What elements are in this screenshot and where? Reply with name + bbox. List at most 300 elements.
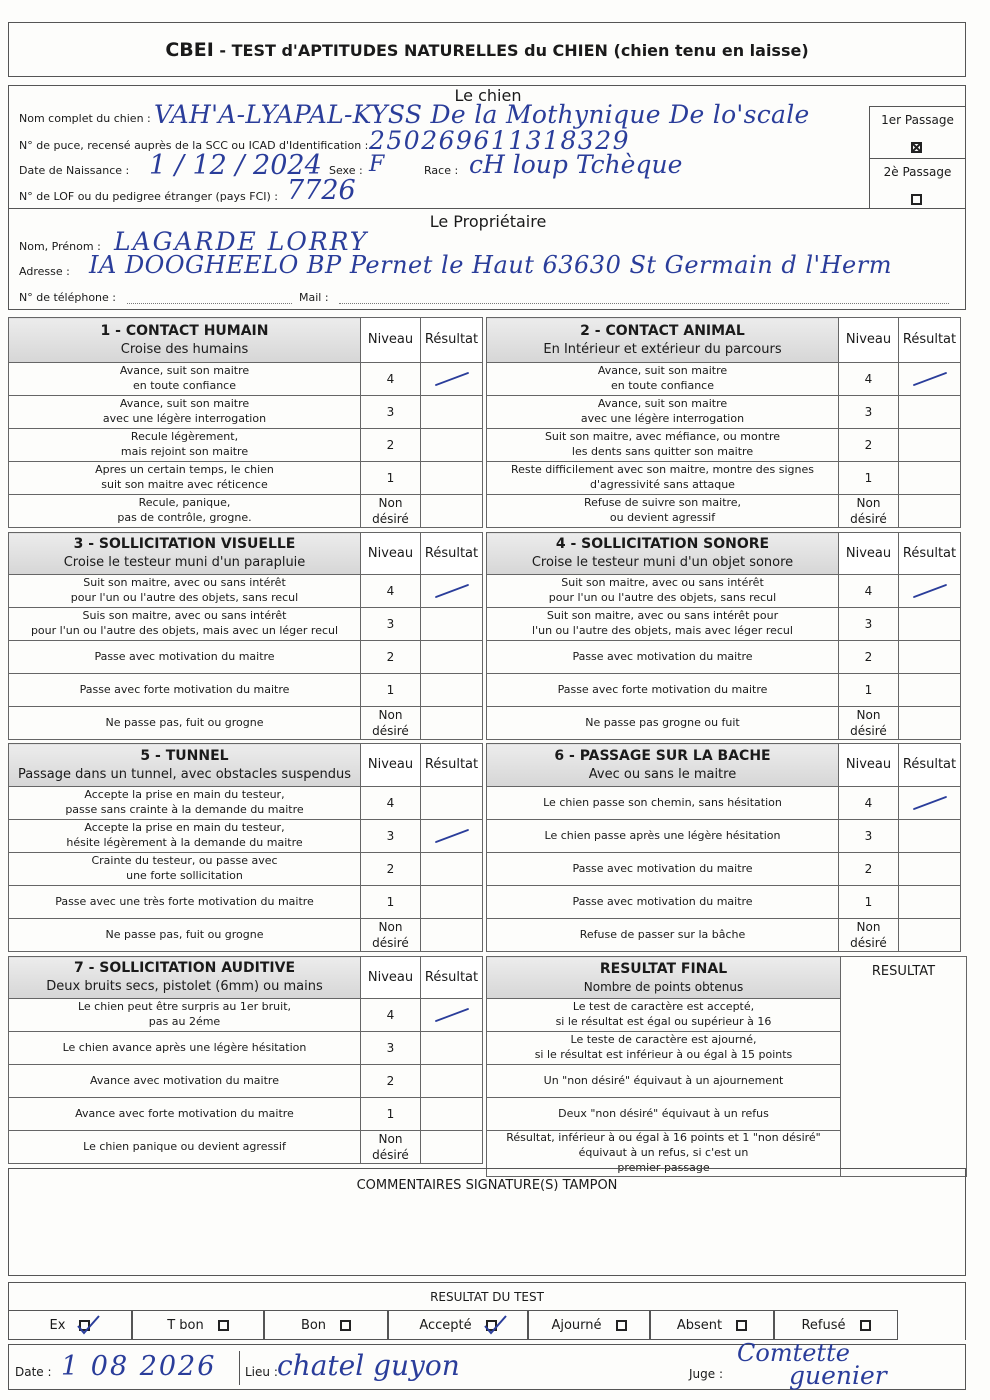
criterion-text	[487, 429, 839, 462]
rule-row	[487, 1065, 841, 1098]
criterion-label: Accepte la prise en main du testeur, hésite légèrement à la demande du maitre	[66, 821, 303, 849]
criterion-label: Le chien avance après une légère hésitation	[62, 1040, 307, 1054]
niveau-value: 1	[864, 470, 873, 485]
criterion-text	[487, 462, 839, 495]
resultat-cell[interactable]	[421, 1065, 483, 1098]
lieu-label: Lieu :	[245, 1365, 278, 1379]
section-4-table	[486, 532, 961, 740]
resultat-cell[interactable]	[899, 707, 961, 740]
first-passage-label: 1er Passage	[881, 113, 954, 127]
niveau-value: Non désiré	[850, 920, 887, 951]
juge-value-line2[interactable]: guenier	[789, 1361, 887, 1390]
second-passage-label: 2è Passage	[883, 165, 952, 179]
resultat-cell[interactable]	[421, 999, 483, 1032]
checkmark-icon	[423, 827, 480, 845]
resultat-cell[interactable]	[421, 820, 483, 853]
resultat-cell[interactable]	[899, 429, 961, 462]
resultat-header: Résultat	[899, 533, 961, 575]
niveau-cell	[839, 674, 899, 707]
resultat-cell[interactable]	[421, 674, 483, 707]
section-subtitle: En Intérieur et extérieur du parcours	[543, 341, 782, 357]
rule-row	[487, 1098, 841, 1131]
section-subtitle: Croise le testeur muni d'un parapluie	[63, 555, 306, 571]
address-value[interactable]: IA DOOGHEELO BP Pernet le Haut 63630 St Germain d l'Herm	[89, 251, 892, 279]
resultat-header: Résultat	[421, 318, 483, 363]
criterion-text	[487, 886, 839, 919]
resultat-cell[interactable]	[899, 462, 961, 495]
niveau-cell	[361, 787, 421, 820]
criterion-label: Avance, suit son maitre avec une légère interrogation	[580, 397, 745, 425]
sexe-label: Sexe :	[329, 164, 363, 177]
section-2-table	[486, 317, 961, 528]
criterion-label: Le chien panique ou devient agressif	[83, 1139, 286, 1153]
puce-value[interactable]: 250269611318329	[369, 126, 631, 155]
section-7-table	[8, 956, 483, 1164]
section-title: 6 - PASSAGE SUR LA BACHE	[554, 747, 771, 764]
footer-box	[8, 1339, 966, 1390]
criterion-text	[9, 1032, 361, 1065]
niveau-header: Niveau	[361, 318, 421, 363]
niveau-cell	[839, 820, 899, 853]
section-title: 5 - TUNNEL	[140, 747, 229, 764]
niveau-value: 1	[386, 894, 395, 909]
juge-value-line1[interactable]: Comtette	[737, 1339, 850, 1367]
section-3-table	[8, 532, 483, 740]
criterion-label: Avance avec forte motivation du maitre	[75, 1106, 294, 1120]
criterion-text	[9, 674, 361, 707]
niveau-cell	[839, 853, 899, 886]
niveau-value: 4	[864, 583, 873, 598]
niveau-value: 3	[386, 828, 395, 843]
checkmark-icon	[901, 794, 958, 812]
result-option-bon[interactable]	[264, 1310, 388, 1340]
rule-text: Le teste de caractère est ajourné, si le résultat est inférieur à ou égal à 15 points	[534, 1033, 793, 1061]
niveau-cell	[361, 707, 421, 740]
niveau-cell	[839, 429, 899, 462]
niveau-value: 4	[864, 371, 873, 386]
resultat-cell[interactable]	[421, 641, 483, 674]
resultat-cell[interactable]	[421, 853, 483, 886]
resultat-cell[interactable]	[421, 429, 483, 462]
dob-value[interactable]: 1 / 12 / 2024	[149, 150, 322, 181]
criterion-text	[487, 396, 839, 429]
niveau-cell	[361, 853, 421, 886]
criterion-label: Suit son maitre, avec ou sans intérêt pour l'un ou l'autre des objets, sans recul	[548, 576, 777, 604]
criterion-text	[487, 363, 839, 396]
dob-label: Date de Naissance :	[19, 164, 130, 177]
niveau-header: Niveau	[361, 744, 421, 787]
niveau-value: 2	[386, 649, 395, 664]
resultat-cell[interactable]	[421, 363, 483, 396]
title-text: - TEST d'APTITUDES NATURELLES du CHIEN (chien tenu en laisse)	[213, 40, 809, 60]
resultat-final-col-label: RESULTAT	[871, 964, 936, 979]
criterion-text	[9, 641, 361, 674]
resultat-cell[interactable]	[421, 787, 483, 820]
resultat-cell[interactable]	[899, 495, 961, 528]
criterion-text	[9, 575, 361, 608]
niveau-cell	[361, 820, 421, 853]
owner-name-value[interactable]: LAGARDE LORRY	[114, 227, 369, 256]
section-header	[9, 533, 361, 575]
niveau-value: Non désiré	[850, 496, 887, 527]
rule-text: Résultat, inférieur à ou égal à 16 points et 1 "non désiré" équivaut à un refus, si c'est un premier passage	[506, 1131, 821, 1174]
resultat-header: Résultat	[899, 318, 961, 363]
niveau-cell	[361, 608, 421, 641]
niveau-value: 1	[386, 1106, 395, 1121]
criterion-label: Passe avec motivation du maitre	[572, 861, 753, 875]
resultat-cell[interactable]	[899, 787, 961, 820]
section-title: 3 - SOLLICITATION VISUELLE	[73, 536, 296, 553]
criterion-text	[9, 820, 361, 853]
resultat-cell[interactable]	[899, 641, 961, 674]
section-title: 2 - CONTACT ANIMAL	[580, 322, 745, 339]
result-option-label: Accepté	[419, 1317, 472, 1333]
lof-label: N° de LOF ou du pedigree étranger (pays FCI) :	[19, 190, 279, 203]
checkbox-checked-icon	[486, 1320, 497, 1331]
niveau-cell	[361, 462, 421, 495]
criterion-label: Accepte la prise en main du testeur, passe sans crainte à la demande du maitre	[65, 788, 304, 816]
criterion-label: Passe avec une très forte motivation du maitre	[55, 894, 314, 908]
niveau-value: 4	[386, 795, 395, 810]
niveau-value: 2	[864, 437, 873, 452]
criterion-label: Refuse de passer sur la bâche	[579, 927, 746, 941]
section-title: 4 - SOLLICITATION SONORE	[555, 536, 770, 553]
chien-section-title: Le chien	[454, 86, 522, 105]
niveau-cell	[839, 787, 899, 820]
resultat-cell[interactable]	[421, 608, 483, 641]
niveau-cell	[839, 462, 899, 495]
checkmark-icon	[423, 582, 480, 600]
date-value[interactable]: 1 08 2026	[61, 1351, 217, 1382]
criterion-label: Le chien peut être surpris au 1er bruit, pas au 2éme	[77, 1000, 292, 1028]
section-5-table	[8, 743, 483, 952]
resultat-header: Résultat	[899, 744, 961, 787]
niveau-cell	[361, 919, 421, 952]
checkmark-icon	[901, 582, 958, 600]
comments-box[interactable]	[8, 1168, 966, 1276]
puce-label: N° de puce, recensé auprès de la SCC ou ICAD d'Identification :	[19, 139, 369, 152]
niveau-value: Non désiré	[850, 708, 887, 739]
passage-box	[869, 106, 966, 209]
niveau-value: 1	[386, 470, 395, 485]
criterion-label: Passe avec forte motivation du maitre	[557, 682, 768, 696]
result-option-refusé[interactable]	[774, 1310, 898, 1340]
niveau-value: 2	[386, 1073, 395, 1088]
niveau-value: 2	[864, 861, 873, 876]
lieu-value[interactable]: chatel guyon	[277, 1349, 460, 1382]
niveau-value: 2	[864, 649, 873, 664]
criterion-label: Apres un certain temps, le chien suit son maitre avec réticence	[95, 463, 274, 491]
proprietaire-section-title: Le Propriétaire	[429, 212, 547, 231]
criterion-text	[9, 707, 361, 740]
criterion-label: Ne passe pas, fuit ou grogne	[105, 927, 264, 941]
result-option-ex[interactable]	[8, 1310, 132, 1340]
form-title	[165, 39, 808, 61]
result-option-label: Bon	[300, 1317, 327, 1333]
niveau-cell	[839, 495, 899, 528]
niveau-cell	[361, 363, 421, 396]
niveau-value: Non désiré	[372, 496, 409, 527]
criterion-label: Suit son maitre, avec ou sans intérêt pour l'un ou l'autre des objets, sans recul	[70, 576, 299, 604]
niveau-cell	[839, 396, 899, 429]
section-6-table	[486, 743, 961, 952]
resultat-final-header	[487, 957, 841, 999]
section-header	[487, 533, 839, 575]
niveau-cell	[361, 429, 421, 462]
owner-name-label: Nom, Prénom :	[19, 240, 101, 253]
niveau-cell	[361, 396, 421, 429]
checkbox-empty-icon	[860, 1320, 871, 1331]
criterion-label: Suit son maitre, avec méfiance, ou montre les dents sans quitter son maitre	[544, 430, 781, 458]
niveau-header: Niveau	[361, 533, 421, 575]
result-option-label: Refusé	[801, 1317, 846, 1333]
criterion-label: Suit son maitre, avec ou sans intérêt pour l'un ou l'autre des objets, mais avec léger recul	[532, 609, 793, 637]
resultat-cell[interactable]	[421, 1131, 483, 1164]
section-subtitle: Croise le testeur muni d'un objet sonore	[531, 555, 794, 571]
criterion-label: Reste difficilement avec son maitre, montre des signes d'agressivité sans attaque	[511, 463, 814, 491]
niveau-value: 4	[386, 371, 395, 386]
niveau-header: Niveau	[361, 957, 421, 999]
resultat-cell[interactable]	[899, 674, 961, 707]
criterion-text	[487, 787, 839, 820]
niveau-cell	[361, 495, 421, 528]
criterion-label: Passe avec motivation du maitre	[572, 649, 753, 663]
race-label: Race :	[424, 164, 459, 177]
niveau-header: Niveau	[839, 318, 899, 363]
checkbox-empty-icon	[340, 1320, 351, 1331]
result-option-label: Absent	[676, 1317, 723, 1333]
resultat-cell[interactable]	[899, 886, 961, 919]
checkmark-icon	[423, 1006, 480, 1024]
criterion-text	[487, 919, 839, 952]
proprietaire-section	[8, 209, 966, 310]
niveau-value: 2	[386, 861, 395, 876]
niveau-header: Niveau	[839, 533, 899, 575]
niveau-value: 3	[386, 1040, 395, 1055]
address-label: Adresse :	[19, 265, 70, 278]
race-value[interactable]: cH loup Tchèque	[469, 150, 683, 179]
section-subtitle: Deux bruits secs, pistolet (6mm) ou mains	[46, 979, 323, 995]
niveau-cell	[361, 641, 421, 674]
niveau-value: 1	[386, 682, 395, 697]
resultat-cell[interactable]	[899, 608, 961, 641]
section-subtitle: Avec ou sans le maitre	[588, 766, 737, 782]
niveau-value: 3	[386, 404, 395, 419]
criterion-label: Passe avec motivation du maitre	[94, 649, 275, 663]
rule-text: Deux "non désiré" équivaut à un refus	[558, 1106, 769, 1120]
resultat-header: Résultat	[421, 533, 483, 575]
criterion-text	[9, 853, 361, 886]
criterion-label: Avance, suit son maitre en toute confiance	[597, 364, 728, 392]
mail-line[interactable]	[339, 303, 949, 304]
section-title: 1 - CONTACT HUMAIN	[100, 322, 269, 339]
criterion-text	[9, 886, 361, 919]
criterion-text	[9, 919, 361, 952]
criterion-text	[9, 363, 361, 396]
criterion-text	[487, 495, 839, 528]
resultat-cell[interactable]	[421, 1032, 483, 1065]
resultat-cell[interactable]	[421, 919, 483, 952]
checkmark-icon	[901, 370, 958, 388]
resultat-final-subtitle: Nombre de points obtenus	[583, 979, 744, 994]
niveau-cell	[361, 1032, 421, 1065]
criterion-label: Refuse de suivre son maitre, ou devient agressif	[583, 496, 742, 525]
niveau-value: 3	[864, 404, 873, 419]
chien-section	[8, 85, 966, 209]
checkbox-empty-icon	[911, 194, 922, 205]
brand: CBEI	[165, 38, 214, 61]
niveau-cell	[839, 886, 899, 919]
mail-label: Mail :	[299, 291, 329, 304]
criterion-text	[9, 429, 361, 462]
niveau-cell	[839, 608, 899, 641]
criterion-label: Ne passe pas, fuit ou grogne	[105, 715, 264, 729]
form-title-box	[8, 22, 966, 77]
niveau-value: 3	[864, 828, 873, 843]
criterion-label: Passe avec motivation du maitre	[572, 894, 753, 908]
resultat-cell[interactable]	[899, 820, 961, 853]
rule-row	[487, 1032, 841, 1065]
section-1-table	[8, 317, 483, 528]
criterion-label: Avance avec motivation du maitre	[90, 1073, 279, 1087]
result-option-ajourné[interactable]	[528, 1310, 650, 1340]
niveau-cell	[361, 1065, 421, 1098]
niveau-value: Non désiré	[372, 920, 409, 951]
result-option-accepté[interactable]	[388, 1310, 528, 1340]
niveau-cell	[361, 575, 421, 608]
section-header	[9, 318, 361, 363]
niveau-cell	[839, 363, 899, 396]
resultat-cell[interactable]	[421, 886, 483, 919]
niveau-value: 4	[864, 795, 873, 810]
niveau-cell	[839, 641, 899, 674]
criterion-label: Le chien passe après une légère hésitation	[544, 828, 781, 842]
checkbox-checked-icon	[911, 142, 922, 153]
niveau-cell	[361, 999, 421, 1032]
niveau-cell	[839, 919, 899, 952]
criterion-text	[487, 674, 839, 707]
comments-title: COMMENTAIRES SIGNATURE(S) TAMPON	[356, 1178, 618, 1193]
juge-label: Juge :	[689, 1367, 724, 1381]
rule-text: Le test de caractère est accepté, si le résultat est égal ou supérieur à 16	[555, 1000, 772, 1028]
result-option-label: Ajourné	[551, 1317, 602, 1333]
checkbox-empty-icon	[218, 1320, 229, 1331]
section-title: 7 - SOLLICITATION AUDITIVE	[73, 960, 296, 977]
niveau-cell	[361, 886, 421, 919]
criterion-label: Ne passe pas grogne ou fuit	[585, 715, 740, 729]
criterion-text	[9, 495, 361, 528]
date-label: Date :	[15, 1365, 52, 1379]
checkmark-icon	[423, 370, 480, 388]
criterion-text	[487, 641, 839, 674]
resultat-cell[interactable]	[899, 363, 961, 396]
criterion-text	[487, 820, 839, 853]
criterion-label: Recule légèrement, mais rejoint son maitre	[120, 430, 249, 458]
resultat-test-title: RESULTAT DU TEST	[430, 1290, 544, 1304]
criterion-text	[9, 1098, 361, 1131]
first-passage-checkbox[interactable]	[911, 137, 922, 156]
phone-label: N° de téléphone :	[19, 291, 117, 304]
resultat-cell[interactable]	[421, 1098, 483, 1131]
section-header	[9, 744, 361, 787]
criterion-text	[9, 999, 361, 1032]
sexe-value[interactable]: F	[369, 152, 385, 177]
criterion-label: Passe avec forte motivation du maitre	[79, 682, 290, 696]
lof-value[interactable]: 7726	[287, 175, 356, 206]
section-header	[9, 957, 361, 999]
criterion-label: Avance, suit son maitre avec une légère interrogation	[102, 397, 267, 425]
resultat-cell[interactable]	[421, 462, 483, 495]
niveau-header: Niveau	[839, 744, 899, 787]
criterion-label: Suis son maitre, avec ou sans intérêt pour l'un ou l'autre des objets, mais avec un léger recul	[30, 609, 339, 637]
resultat-final-table	[486, 956, 967, 1177]
niveau-value: Non désiré	[372, 708, 409, 739]
phone-line[interactable]	[127, 303, 292, 304]
dog-name-label: Nom complet du chien :	[19, 112, 151, 125]
result-option-label: T bon	[167, 1317, 204, 1333]
niveau-value: Non désiré	[372, 1132, 409, 1163]
criterion-text	[9, 462, 361, 495]
resultat-cell[interactable]	[899, 919, 961, 952]
resultat-header: Résultat	[421, 957, 483, 999]
resultat-test-options	[8, 1310, 966, 1340]
niveau-cell	[361, 1131, 421, 1164]
niveau-cell	[361, 1098, 421, 1131]
resultat-cell[interactable]	[421, 495, 483, 528]
resultat-final-title: RESULTAT FINAL	[599, 960, 728, 977]
niveau-value: 3	[386, 616, 395, 631]
criterion-label: Crainte du testeur, ou passe avec une forte sollicitation	[91, 854, 278, 882]
criterion-text	[9, 396, 361, 429]
criterion-text	[9, 787, 361, 820]
niveau-cell	[839, 575, 899, 608]
checkbox-empty-icon	[616, 1320, 627, 1331]
section-header	[487, 318, 839, 363]
niveau-value: 1	[864, 682, 873, 697]
result-option-t-bon[interactable]	[132, 1310, 264, 1340]
second-passage-checkbox[interactable]	[911, 189, 922, 208]
resultat-cell[interactable]	[421, 396, 483, 429]
section-subtitle: Passage dans un tunnel, avec obstacles suspendus	[18, 766, 351, 782]
criterion-text	[487, 575, 839, 608]
criterion-label: Avance, suit son maitre en toute confiance	[119, 364, 250, 392]
niveau-value: 2	[386, 437, 395, 452]
resultat-cell[interactable]	[899, 575, 961, 608]
niveau-value: 1	[864, 894, 873, 909]
resultat-header: Résultat	[421, 744, 483, 787]
criterion-text	[9, 1065, 361, 1098]
checkbox-checked-icon	[79, 1320, 90, 1331]
niveau-value: 4	[386, 1007, 395, 1022]
checkbox-empty-icon	[736, 1320, 747, 1331]
resultat-cell[interactable]	[899, 396, 961, 429]
rule-row	[487, 999, 841, 1032]
dog-name-value[interactable]: VAH'A-LYAPAL-KYSS De la Mothynique De lo'scale	[154, 100, 810, 129]
niveau-value: 4	[386, 583, 395, 598]
resultat-cell[interactable]	[899, 853, 961, 886]
criterion-text	[487, 608, 839, 641]
niveau-cell	[839, 707, 899, 740]
resultat-cell[interactable]	[421, 707, 483, 740]
criterion-text	[487, 853, 839, 886]
resultat-final-result-cell[interactable]	[841, 957, 967, 1177]
result-option-absent[interactable]	[650, 1310, 774, 1340]
resultat-cell[interactable]	[421, 575, 483, 608]
criterion-label: Recule, panique, pas de contrôle, grogne.	[117, 496, 252, 525]
criterion-label: Le chien passe son chemin, sans hésitation	[543, 795, 782, 809]
criterion-text	[9, 1131, 361, 1164]
niveau-value: 3	[864, 616, 873, 631]
